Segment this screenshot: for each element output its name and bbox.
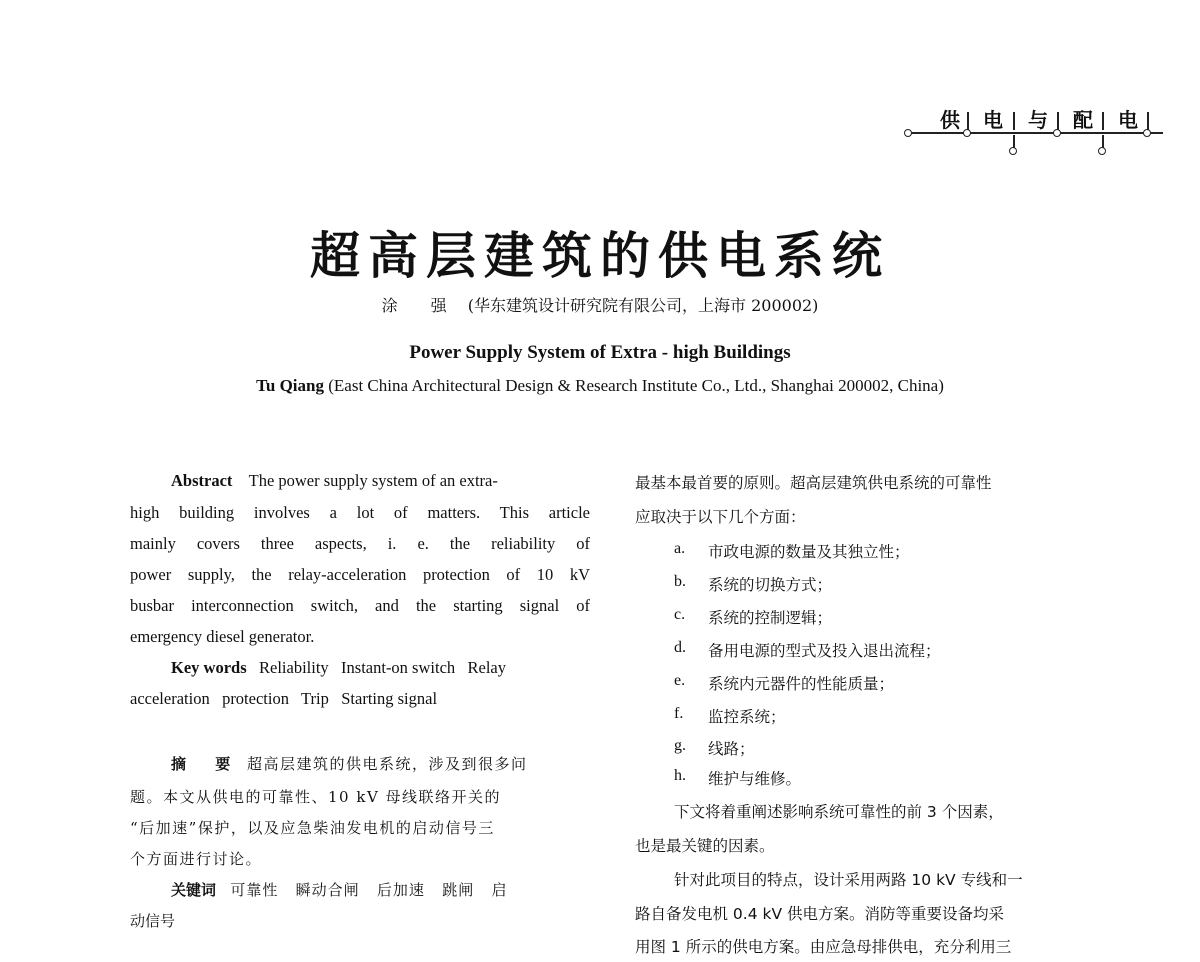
abstract-cn-line: “后加速”保护，以及应急柴油发电机的启动信号三 (130, 819, 495, 837)
keywords-line: acceleration protection Trip Starting signal (130, 689, 438, 708)
author-cn (0, 293, 1200, 316)
list-item-letter: d. (674, 639, 686, 656)
header-node (1143, 129, 1151, 137)
abstract-line: power supply, the relay-acceleration protection of 10 kV (130, 565, 590, 584)
list-item: 市政电源的数量及其独立性； (708, 543, 910, 561)
header-char: 电 (1118, 108, 1138, 132)
title-en: Power Supply System of Extra - high Buildings (409, 342, 791, 363)
author-en (0, 376, 1200, 396)
keywords-cn-line: 可靠性 瞬动合闸 后加速 跳闸 启 (230, 881, 508, 899)
author-affiliation-en: (East China Architectural Design & Research Institute Co., Ltd., Shanghai 200002, China) (328, 376, 944, 395)
abstract-line: emergency diesel generator. (130, 627, 315, 646)
list-item: 监控系统； (708, 708, 786, 726)
list-item-letter: h. (674, 767, 686, 784)
author-name-en: Tu Qiang (256, 376, 324, 395)
list-item-letter: f. (674, 705, 684, 722)
body-line: 应取决于以下几个方面： (635, 508, 806, 526)
header-node (1053, 129, 1061, 137)
header-divider (967, 112, 969, 130)
header-node (904, 129, 912, 137)
header-node (1009, 147, 1017, 155)
body-line: 用图 1 所示的供电方案。由应急母排供电，充分利用三 (635, 938, 1012, 956)
list-item-letter: b. (674, 573, 686, 590)
header-divider (1013, 112, 1015, 130)
abstract-cn-label: 摘 要 (171, 755, 243, 773)
abstract-cn-first-line (171, 753, 528, 774)
body-line: 最基本最首要的原则。超高层建筑供电系统的可靠性 (635, 474, 992, 492)
body-line: 也是最关键的因素。 (635, 837, 775, 855)
body-line: 针对此项目的特点，设计采用两路 10 kV 专线和一 (674, 871, 1023, 889)
keywords-line: Reliability Instant-on switch Relay (259, 658, 507, 677)
list-item: 系统内元器件的性能质量； (708, 675, 895, 693)
header-char: 电 (983, 108, 1003, 132)
list-item: 系统的控制逻辑； (708, 609, 833, 627)
abstract-cn-line: 超高层建筑的供电系统，涉及到很多问 (247, 755, 528, 773)
header-divider (1057, 112, 1059, 130)
header-divider (1102, 112, 1104, 130)
abstract-line: The power supply system of an extra- (248, 471, 498, 490)
header-divider (1147, 112, 1149, 130)
list-item: 系统的切换方式； (708, 576, 833, 594)
body-line: 路自备发电机 0.4 kV 供电方案。消防等重要设备均采 (635, 905, 1005, 923)
author-name-cn: 涂 强 (381, 296, 461, 315)
keywords-cn-label: 关键词 (171, 881, 217, 899)
abstract-first-line (171, 471, 591, 491)
page-title: 超高层建筑的供电系统 (310, 226, 890, 285)
keywords-label: Key words (171, 658, 247, 677)
body-line: 下文将着重阐述影响系统可靠性的前 3 个因素， (674, 803, 1004, 821)
header-node (1098, 147, 1106, 155)
abstract-cn-line: 个方面进行讨论。 (130, 850, 263, 868)
abstract-line: busbar interconnection switch, and the starting signal of (130, 596, 590, 615)
keywords-cn-line: 动信号 (130, 912, 176, 930)
header-char: 供 (940, 108, 960, 132)
abstract-line: high building involves a lot of matters. This article (130, 503, 590, 522)
list-item-letter: a. (674, 540, 686, 557)
keywords-cn (171, 879, 508, 900)
header-char: 与 (1028, 108, 1048, 132)
list-item-letter: e. (674, 672, 686, 689)
list-item: 备用电源的型式及投入退出流程； (708, 642, 941, 660)
abstract-cn-line: 题。本文从供电的可靠性、10 kV 母线联络开关的 (130, 788, 502, 806)
header-node (963, 129, 971, 137)
abstract-line: mainly covers three aspects, i. e. the reliability of (130, 534, 590, 553)
list-item: 线路； (708, 740, 755, 758)
list-item-letter: g. (674, 737, 686, 754)
list-item: 维护与维修。 (708, 770, 802, 788)
keywords-en (171, 658, 591, 678)
abstract-label: Abstract (171, 471, 233, 490)
author-affiliation-cn: (华东建筑设计研究院有限公司，上海市 200002) (467, 296, 819, 315)
header-char: 配 (1073, 108, 1093, 132)
list-item-letter: c. (674, 606, 686, 623)
